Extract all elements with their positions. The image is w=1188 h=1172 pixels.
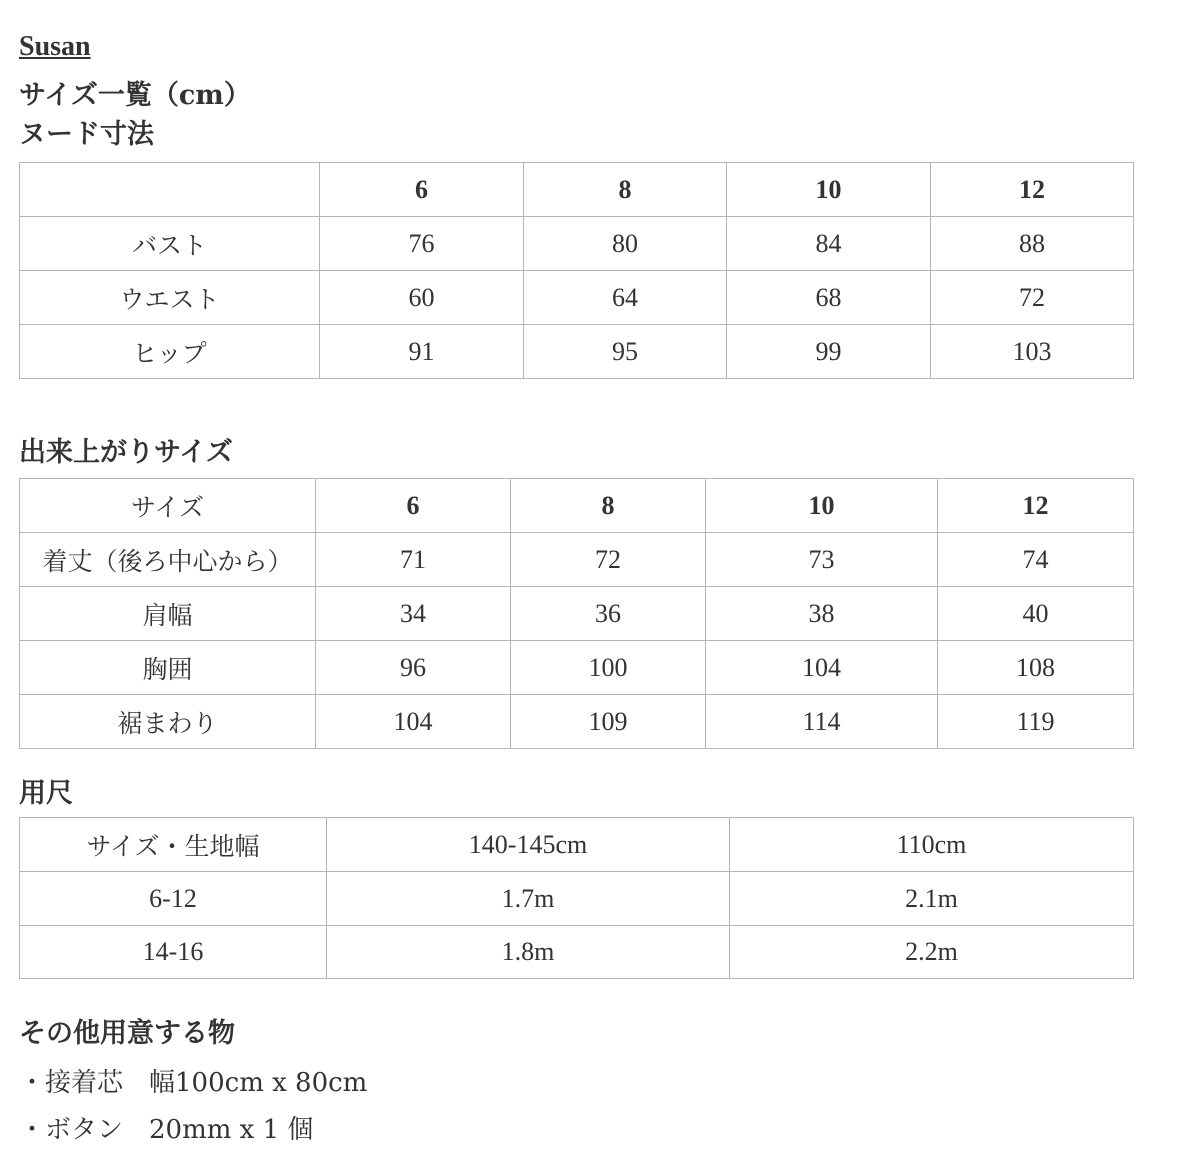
measurement-value: 36	[511, 587, 706, 641]
table-corner-cell	[20, 163, 320, 217]
table-row	[20, 872, 1134, 926]
size-corner-label: サイズ	[20, 479, 316, 533]
table-row	[20, 641, 1134, 695]
measurement-value: 74	[938, 533, 1134, 587]
measurement-value: 38	[706, 587, 938, 641]
other-supplies-heading: その他用意する物	[19, 1018, 235, 1049]
measurement-value: 104	[316, 695, 511, 749]
fabric-width-header: 140-145cm	[327, 818, 730, 872]
yardage-heading: 用尺	[19, 778, 73, 809]
measurement-value: 109	[511, 695, 706, 749]
measurement-value: 96	[316, 641, 511, 695]
measurement-value: 119	[938, 695, 1134, 749]
size-header: 10	[706, 479, 938, 533]
measurement-value: 91	[320, 325, 524, 379]
table-header-row	[20, 163, 1134, 217]
measurement-value: 40	[938, 587, 1134, 641]
measurement-value: 104	[706, 641, 938, 695]
supply-item-button: ・ボタン 20mm x 1 個	[19, 1115, 314, 1145]
measurement-label: 胸囲	[20, 641, 316, 695]
measurement-value: 100	[511, 641, 706, 695]
measurement-value: 84	[727, 217, 931, 271]
yardage-value: 2.1m	[730, 872, 1134, 926]
measurement-label: ヒップ	[20, 325, 320, 379]
measurement-value: 72	[511, 533, 706, 587]
measurement-value: 34	[316, 587, 511, 641]
measurement-value: 72	[931, 271, 1134, 325]
measurement-label: 裾まわり	[20, 695, 316, 749]
measurement-value: 108	[938, 641, 1134, 695]
table-row	[20, 695, 1134, 749]
measurement-value: 60	[320, 271, 524, 325]
nude-measurements-heading: ヌード寸法	[19, 119, 154, 150]
size-header: 12	[938, 479, 1134, 533]
measurement-value: 114	[706, 695, 938, 749]
size-header: 12	[931, 163, 1134, 217]
size-range-label: 14-16	[20, 926, 327, 979]
measurement-value: 68	[727, 271, 931, 325]
fabric-width-header: 110cm	[730, 818, 1134, 872]
size-header: 6	[320, 163, 524, 217]
measurement-label: 肩幅	[20, 587, 316, 641]
table-row	[20, 271, 1134, 325]
measurement-value: 76	[320, 217, 524, 271]
table-row	[20, 587, 1134, 641]
table-header-row	[20, 818, 1134, 872]
measurement-value: 95	[524, 325, 727, 379]
table-row	[20, 926, 1134, 979]
supply-item-interfacing: ・接着芯 幅100cm x 80cm	[19, 1068, 368, 1098]
size-fabric-width-label: サイズ・生地幅	[20, 818, 327, 872]
nude-measurements-table	[19, 162, 1134, 379]
table-row	[20, 325, 1134, 379]
yardage-value: 2.2m	[730, 926, 1134, 979]
size-header: 10	[727, 163, 931, 217]
measurement-label: バスト	[20, 217, 320, 271]
pattern-title: Susan	[19, 31, 91, 62]
size-header: 8	[511, 479, 706, 533]
measurement-value: 80	[524, 217, 727, 271]
size-header: 6	[316, 479, 511, 533]
measurement-value: 88	[931, 217, 1134, 271]
measurement-value: 73	[706, 533, 938, 587]
measurement-value: 64	[524, 271, 727, 325]
table-row	[20, 217, 1134, 271]
measurement-value: 103	[931, 325, 1134, 379]
measurement-label: ウエスト	[20, 271, 320, 325]
measurement-label: 着丈（後ろ中心から）	[20, 533, 316, 587]
table-row	[20, 533, 1134, 587]
size-list-heading: サイズ一覧（cm）	[19, 80, 251, 111]
yardage-value: 1.8m	[327, 926, 730, 979]
measurement-value: 71	[316, 533, 511, 587]
measurement-value: 99	[727, 325, 931, 379]
finished-size-table	[19, 478, 1134, 749]
finished-size-heading: 出来上がりサイズ	[19, 437, 233, 468]
size-range-label: 6-12	[20, 872, 327, 926]
size-header: 8	[524, 163, 727, 217]
yardage-table	[19, 817, 1134, 979]
yardage-value: 1.7m	[327, 872, 730, 926]
table-header-row	[20, 479, 1134, 533]
